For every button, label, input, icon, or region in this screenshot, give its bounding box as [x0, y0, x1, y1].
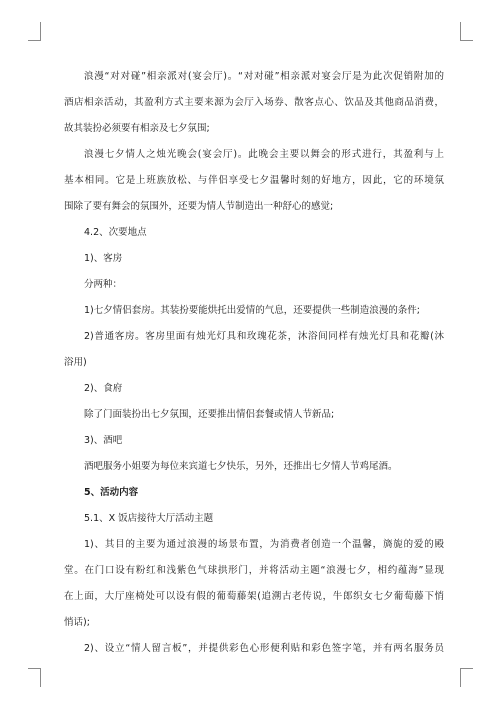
text-line: 4.2、次要地点 — [84, 227, 147, 238]
text-line: 5、活动内容 — [84, 487, 139, 498]
text-line: 1)、其目的主要为通过浪漫的场景布置，为消费者创造一个温馨，旖旎的爱的殿 — [84, 539, 444, 550]
text-line: 2)普通客房。客房里面有烛光灯具和玫瑰花茶，沐浴间同样有烛光灯具和花瓣(沐 — [84, 331, 444, 342]
text-line: 酒吧服务小姐要为每位来宾道七夕快乐，另外，还推出七夕情人节鸡尾酒。 — [84, 461, 398, 472]
text-line: 浴用) — [64, 357, 87, 368]
text-line: 悄话); — [64, 617, 90, 628]
text-line: 基本相同。它是上班族放松、与伴侣享受七夕温馨时刻的好地方，因此，它的环境氛 — [64, 175, 444, 186]
text-line: 除了门面装扮出七夕氛围，还要推出情侣套餐或情人节新品; — [84, 409, 335, 420]
text-line: 浪漫七夕情人之烛光晚会(宴会厅)。此晚会主要以舞会的形式进行，其盈利与上 — [84, 149, 444, 160]
document-body — [64, 64, 444, 662]
text-line: 在上面，大厅座椅处可以设有假的葡萄藤架(追溯古老传说，牛郎织女七夕葡萄藤下悄 — [64, 591, 444, 602]
text-line: 1)、客房 — [84, 253, 123, 264]
text-line: 1)七夕情侣套房。其装扮要能烘托出爱情的气息，还要提供一些制造浪漫的条件; — [84, 305, 420, 316]
text-line: 围除了要有舞会的氛围外，还要为情人节制造出一种舒心的感觉; — [64, 201, 334, 212]
crop-mark-top-left — [28, 22, 41, 41]
text-line: 3)、酒吧 — [84, 435, 123, 446]
crop-mark-bottom-left — [28, 668, 41, 687]
text-line: 酒店相亲活动，其盈利方式主要来源为会厅入场券、散客点心、饮品及其他商品消费， — [64, 97, 444, 108]
text-line: 2)、设立“情人留言板”，并提供彩色心形便利贴和彩色签字笔，并有两名服务员 — [84, 643, 444, 654]
text-line: 分两种： — [84, 279, 123, 290]
text-line: 5.1、X 饭店接待大厅活动主题 — [84, 513, 214, 524]
crop-mark-bottom-right — [460, 668, 473, 687]
text-line: 2)、食府 — [84, 383, 123, 394]
text-line: 堂。在门口设有粉红和浅紫色气球拱形门，并将活动主题“浪漫七夕，相约蕴海”显现 — [64, 565, 444, 576]
text-line: 浪漫“对对碰”相亲派对(宴会厅)。“对对碰”相亲派对宴会厅是为此次促销附加的 — [84, 71, 444, 82]
text-line: 故其装扮必须要有相亲及七夕氛围; — [64, 123, 210, 134]
crop-mark-top-right — [460, 22, 473, 41]
